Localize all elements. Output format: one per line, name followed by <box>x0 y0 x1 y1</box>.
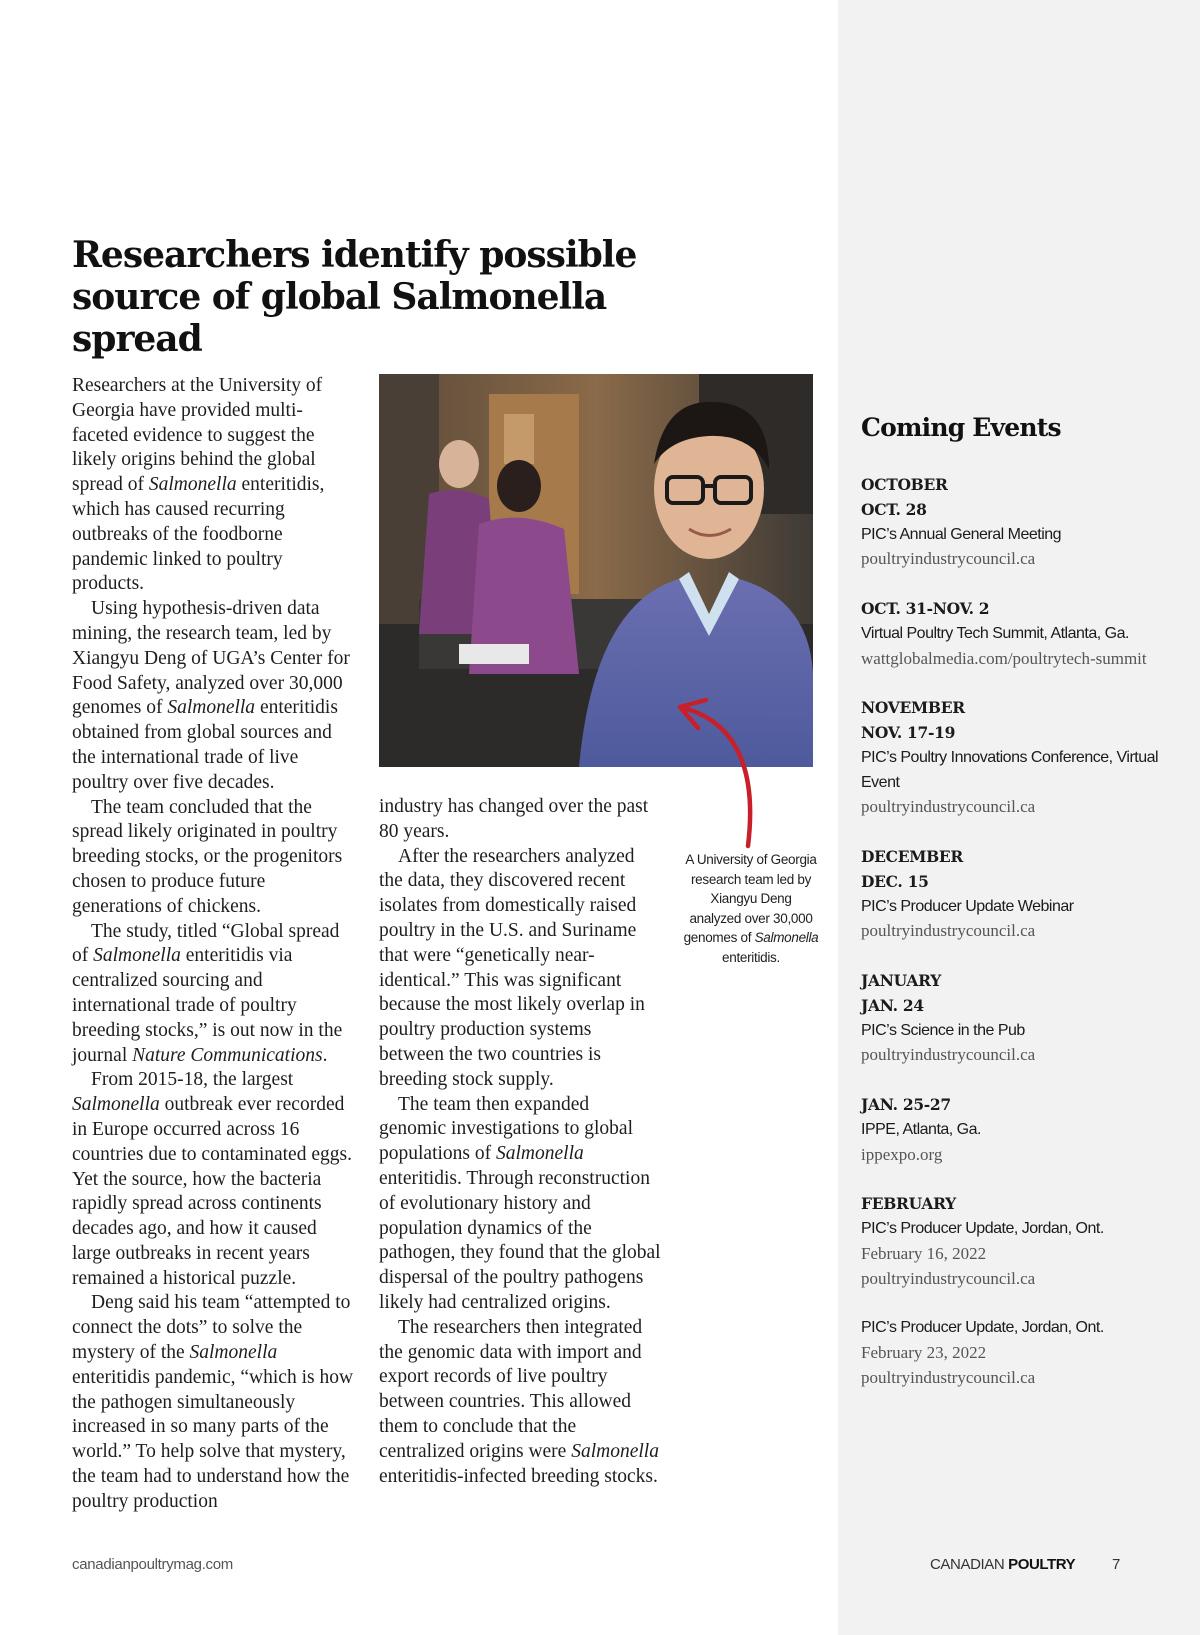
event-item <box>861 473 1191 572</box>
event-name: IPPE, Atlanta, Ga. <box>861 1120 981 1138</box>
event-item <box>861 845 1191 944</box>
event-item <box>861 597 1191 671</box>
events-list <box>861 473 1191 1415</box>
event-url[interactable]: poultryindustrycouncil.ca <box>861 1045 1036 1065</box>
event-month: OCTOBER <box>861 475 948 494</box>
event-item <box>861 1192 1191 1291</box>
event-name: PIC’s Producer Update, Jordan, Ont. <box>861 1319 1104 1337</box>
article-paragraph: Deng said his team “attempted to connect the dots” to solve the mystery of the Salmonella enteritidis pandemic, “which is how the pathogen simultaneously increased in so many parts of the world.” To help solve that mystery, the team had to understand how the poultry production <box>72 1292 354 1512</box>
article-paragraph: The study, titled “Global spread of Salmonella enteritidis via centralized sourcing and international trade of poultry breeding stocks,” is out now in the journal Nature Communications. <box>72 920 343 1066</box>
event-date: DEC. 15 <box>861 871 929 891</box>
curved-arrow-icon <box>670 690 780 850</box>
footer-magazine-bold: POULTRY <box>1008 1556 1076 1573</box>
event-name: PIC’s Poultry Innovations Conference, Virtual Event <box>861 748 1159 791</box>
event-name: PIC’s Producer Update, Jordan, Ont. <box>861 1219 1104 1237</box>
event-month: JANUARY <box>861 970 941 990</box>
event-url[interactable]: ippexpo.org <box>861 1144 943 1164</box>
event-name: Virtual Poultry Tech Summit, Atlanta, Ga. <box>861 624 1129 642</box>
event-extra: February 23, 2022 <box>861 1342 987 1362</box>
event-month: NOVEMBER <box>861 698 965 718</box>
event-item <box>861 1093 1191 1167</box>
article-column-2 <box>379 795 661 1489</box>
footer-website: canadianpoultrymag.com <box>72 1556 233 1573</box>
event-name: PIC’s Producer Update Webinar <box>861 897 1074 915</box>
event-item <box>861 696 1191 820</box>
article-paragraph: The researchers then integrated the genomic data with import and export records of live poultry between countries. This allowed them to conclude that the centralized origins were Salmonella enteritidis-infected breeding stocks. <box>379 1316 659 1487</box>
article-paragraph: Researchers at the University of Georgia have provided multi-faceted evidence to suggest the likely origins behind the global spread of Salmonella enteritidis, which has caused recurring outbreaks of the foodborne pandemic linked to poultry products. <box>72 375 325 595</box>
photo-caption: A University of Georgia research team led by Xiangyu Deng analyzed over 30,000 genomes of Salmonella enteritidis. <box>683 852 819 965</box>
event-date: OCT. 28 <box>861 499 927 519</box>
event-extra: February 16, 2022 <box>861 1243 987 1263</box>
article-headline: Researchers identify possible source of global Salmonella spread <box>72 234 637 360</box>
article-paragraph: industry has changed over the past 80 years. <box>379 796 649 842</box>
article-column-1 <box>72 374 358 1515</box>
events-title: Coming Events <box>861 413 1061 442</box>
event-item <box>861 1316 1191 1390</box>
event-url[interactable]: poultryindustrycouncil.ca <box>861 1367 1036 1387</box>
event-date: NOV. 17-19 <box>861 722 956 742</box>
event-date: OCT. 31-NOV. 2 <box>861 598 990 618</box>
event-url[interactable]: wattglobalmedia.com/poultrytech-summit <box>861 648 1147 668</box>
event-date: JAN. 24 <box>861 995 924 1015</box>
article-paragraph: The team concluded that the spread likely originated in poultry breeding stocks, or the progenitors chosen to produce future generations of chickens. <box>72 796 343 917</box>
footer-magazine-light: CANADIAN <box>930 1556 1005 1573</box>
footer-magazine-name <box>930 1556 1075 1573</box>
article-paragraph: From 2015-18, the largest Salmonella outbreak ever recorded in Europe occurred across 16 countries due to contaminated eggs. Yet the source, how the bacteria rapidly spread across continents decades ago, and how it caused large outbreaks in recent years remained a historical puzzle. <box>72 1069 352 1289</box>
event-date: JAN. 25-27 <box>861 1094 951 1114</box>
event-url[interactable]: poultryindustrycouncil.ca <box>861 797 1036 817</box>
page-number: 7 <box>1112 1556 1121 1573</box>
event-url[interactable]: poultryindustrycouncil.ca <box>861 549 1036 569</box>
event-item <box>861 969 1191 1068</box>
event-url[interactable]: poultryindustrycouncil.ca <box>861 921 1036 941</box>
event-month: FEBRUARY <box>861 1194 956 1214</box>
event-month: DECEMBER <box>861 846 963 866</box>
event-url[interactable]: poultryindustrycouncil.ca <box>861 1268 1036 1288</box>
article-paragraph: Using hypothesis-driven data mining, the research team, led by Xiangyu Deng of UGA’s Center for Food Safety, analyzed over 30,000 genomes of Salmonella enteritidis obtained from global sources and the international trade of live poultry over five decades. <box>72 598 350 793</box>
event-name: PIC’s Science in the Pub <box>861 1021 1025 1039</box>
article-paragraph: The team then expanded genomic investigations to global populations of Salmonella enteritidis. Through reconstruction of evolutionary history and population dynamics of the pathogen, they found that the global dispersal of the poultry pathogens likely had centralized origins. <box>379 1093 661 1313</box>
event-name: PIC’s Annual General Meeting <box>861 525 1062 543</box>
article-paragraph: After the researchers analyzed the data, they discovered recent isolates from domestically raised poultry in the U.S. and Suriname that were “genetically near-identical.” This was significant because the most likely overlap in poultry production systems between the two countries is breeding stock supply. <box>379 845 645 1090</box>
